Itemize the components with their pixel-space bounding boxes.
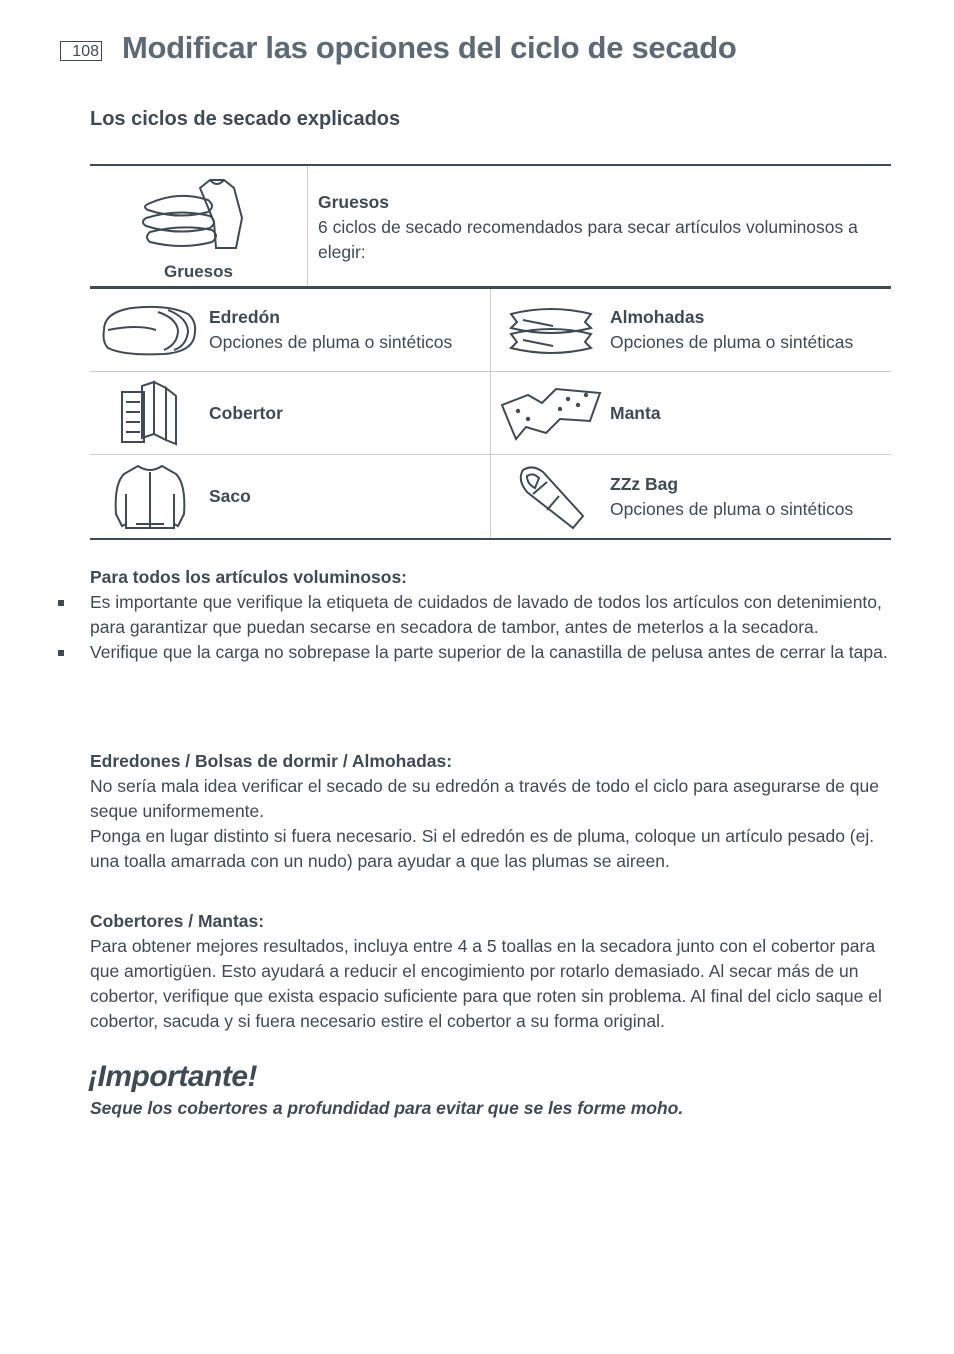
quilts-section — [90, 909, 890, 1034]
page-title: Modificar las opciones del ciclo de secado — [122, 30, 737, 65]
cycle-name: Cobertor — [209, 402, 283, 423]
bulky-items-section — [90, 565, 890, 665]
cycle-name: ZZz Bag — [610, 473, 679, 494]
quilts-heading: Cobertores / Mantas: — [90, 911, 265, 931]
important-title: ¡Importante! — [88, 1060, 257, 1093]
cycle-option: Opciones de pluma o sintéticos — [610, 498, 854, 519]
cycle-item-quilt — [90, 372, 490, 455]
cycle-item-pillows — [490, 289, 891, 372]
duvets-paragraph-1: No sería mala idea verificar el secado de su edredón a través de todo el ciclo para asegurarse de que seque uniformemente. — [90, 776, 879, 821]
quilts-paragraph: Para obtener mejores resultados, incluya entre 4 a 5 toallas en la secadora junto con el cobertor para que amortigüen. Esto ayudará a reducir el encogimiento por rotarlo demasiado. Al secar más de un cobertor, verifique que exista espacio suficiente para que roten sin problema. Al final del ciclo saque el cobertor, sacuda y si fuera necesario estire el cobertor a su forma original. — [90, 936, 882, 1031]
cycle-item-sleeping-bag — [490, 455, 891, 538]
duvets-paragraph-2: Ponga en lugar distinto si fuera necesario. Si el edredón es de pluma, coloque un artículo pesado (ej. una toalla amarrada con un nudo) para ayudar a que las plumas se aireen. — [90, 826, 875, 871]
duvets-section — [90, 749, 890, 874]
quilt-icon — [118, 378, 182, 448]
jacket-icon — [112, 462, 188, 532]
list-item: Verifique que la carga no sobrepase la parte superior de la canastilla de pelusa antes de cerrar la tapa. — [90, 640, 890, 665]
cycle-option: Opciones de pluma o sintéticos — [209, 332, 453, 352]
main-description-cell — [308, 166, 891, 286]
cycle-name: Manta — [610, 402, 661, 423]
section-title: Los ciclos de secado explicados — [90, 108, 401, 130]
cycle-item-jacket — [90, 455, 490, 538]
duvets-heading: Edredones / Bolsas de dormir / Almohadas: — [90, 751, 453, 771]
page-number: 108 — [60, 41, 102, 61]
list-item: Es importante que verifique la etiqueta de cuidados de lavado de todos los artículos con detenimiento, para garantizar que puedan secarse en secadora de tambor, antes de meterlos a la secadora. — [90, 590, 890, 640]
sleeping-bag-icon — [513, 462, 589, 532]
bulky-items-icon — [140, 174, 255, 256]
cycle-name: Edredón — [209, 307, 280, 327]
cycle-name: Almohadas — [610, 307, 705, 327]
main-description: 6 ciclos de secado recomendados para secar artículos voluminosos a elegir: — [318, 217, 858, 262]
main-title: Gruesos — [318, 192, 389, 212]
cycle-item-duvet — [90, 289, 490, 372]
blanket-icon — [498, 385, 604, 441]
bulky-items-heading: Para todos los artículos voluminosos: — [90, 567, 408, 587]
cycle-name: Saco — [209, 486, 251, 506]
duvet-icon — [98, 300, 202, 360]
cycle-option: Opciones de pluma o sintéticas — [610, 332, 854, 352]
cycle-grid — [90, 289, 891, 540]
main-icon-cell — [90, 166, 308, 286]
cycle-item-blanket — [490, 372, 891, 455]
drying-cycles-table — [90, 164, 891, 540]
important-text: Seque los cobertores a profundidad para evitar que se les forme moho. — [90, 1098, 684, 1118]
pillows-icon — [503, 300, 599, 360]
bulky-items-list — [90, 590, 890, 665]
main-icon-caption: Gruesos — [164, 262, 233, 281]
table-header-row — [90, 164, 891, 289]
